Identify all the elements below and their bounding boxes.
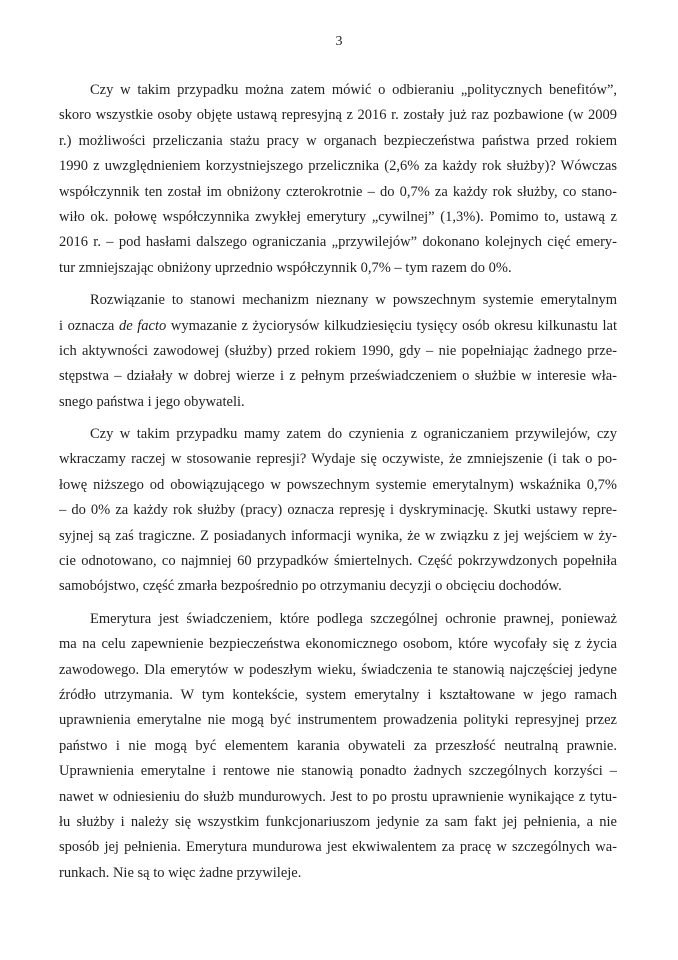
- text-line: [59, 78, 617, 103]
- text-segment: stępstwa – działały w dobrej wierze i z pełnym przeświadczeniem o służbie w interesie wła-: [59, 368, 617, 385]
- text-segment: cie odnotowano, co najmniej 60 przypadków śmiertelnych. Część pokrzywdzonych popełniła: [59, 553, 617, 570]
- text-segment: łu służby i należy się wszystkim funkcjonariuszom jedynie za sam fakt jej pełnienia, a nie: [59, 813, 617, 830]
- text-segment: i oznacza: [59, 317, 119, 334]
- text-segment: zawodowego. Dla emerytów w podeszłym wieku, świadczenia te stanowią najczęściej jedyne: [59, 661, 617, 678]
- text-segment: współczynnik ten został im obniżony czterokrotnie – do 0,7% za każdy rok służby, co stano-: [59, 183, 617, 200]
- text-line: [59, 524, 617, 549]
- text-segment: Czy w takim przypadku można zatem mówić o odbieraniu „politycznych benefitów”,: [90, 82, 617, 98]
- text-segment: sposób jej pełnienia. Emerytura mundurowa jest ekwiwalentem za pracę w szczególnych wa-: [59, 839, 617, 856]
- text-segment: wiło ok. połowę współczynnika zwykłej emerytury „cywilnej” (1,3%). Pomimo to, ustawą z: [59, 208, 617, 225]
- text-line: [59, 861, 617, 886]
- text-line: [59, 658, 617, 683]
- text-segment: r.) możliwości przeliczania stażu pracy w organach bezpieczeństwa państwa przed rokiem: [59, 132, 617, 149]
- text-line: [59, 447, 617, 472]
- text-segment: uprawnienia emerytalne nie mogą być instrumentem prowadzenia polityki represyjnej przez: [59, 712, 617, 729]
- text-segment: 2016 r. – pod hasłami dalszego ograniczania „przywilejów” dokonano kolejnych cięć emery-: [59, 234, 617, 251]
- text-line: [59, 607, 617, 632]
- text-segment: Emerytura jest świadczeniem, które podlega szczególnej ochronie prawnej, ponieważ: [90, 610, 617, 627]
- paragraph: [59, 288, 617, 415]
- text-line: [59, 205, 617, 230]
- text-line: [59, 154, 617, 179]
- text-segment: wymazanie z życiorysów kilkudziesięciu tysięcy osób okresu kilkunastu lat: [166, 317, 617, 334]
- text-segment: – do 0% za każdy rok służby (pracy) oznacza represję i dyskryminację. Skutki ustawy repre-: [59, 502, 617, 519]
- paragraph: [59, 78, 617, 281]
- document-body: [59, 78, 617, 893]
- text-segment: Czy w takim przypadku mamy zatem do czynienia z ograniczaniem przywilejów, czy: [90, 426, 617, 443]
- paragraph: [59, 422, 617, 600]
- text-segment: źródło utrzymania. W tym kontekście, system emerytalny i kształtowane w jego ramach: [59, 686, 617, 703]
- text-line: [59, 129, 617, 154]
- text-segment: Rozwiązanie to stanowi mechanizm nieznany w powszechnym systemie emerytalnym: [90, 292, 617, 309]
- text-segment: snego państwa i jego obywateli.: [59, 393, 245, 410]
- text-line: [59, 390, 617, 415]
- text-segment: Uprawnienia emerytalne i rentowe nie stanowią ponadto żadnych szczególnych korzyści –: [59, 763, 617, 780]
- text-segment: runkach. Nie są to więc żadne przywileje.: [59, 864, 302, 881]
- text-line: [59, 549, 617, 574]
- text-line: [59, 314, 617, 339]
- text-segment: łowę niższego od obowiązującego w powszechnym systemie emerytalnym) wskaźnika 0,7%: [59, 476, 617, 493]
- page-number: 3: [335, 34, 343, 49]
- text-line: [59, 180, 617, 205]
- text-line: [59, 632, 617, 657]
- text-line: [59, 810, 617, 835]
- text-line: [59, 288, 617, 313]
- text-line: [59, 103, 617, 128]
- text-segment: ma na celu zapewnienie bezpieczeństwa ekonomicznego osobom, które wycofały się z życia: [59, 636, 617, 653]
- text-line: [59, 498, 617, 523]
- text-line: [59, 364, 617, 389]
- text-segment: nawet w odniesieniu do służb mundurowych. Jest to po prostu uprawnienie wynikające z tytu-: [59, 788, 617, 805]
- text-line: [59, 256, 617, 281]
- text-line: [59, 708, 617, 733]
- text-segment: syjnej są zaś tragiczne. Z posiadanych informacji wynika, że w związku z jej wejściem w ży-: [59, 527, 617, 544]
- text-segment: samobójstwo, część zmarła bezpośrednio po otrzymaniu decyzji o obcięciu dochodów.: [59, 578, 562, 595]
- italic-text: de facto: [118, 317, 167, 334]
- text-line: [59, 339, 617, 364]
- text-segment: skoro wszystkie osoby objęte ustawą represyjną z 2016 r. zostały już raz pozbawione (w 2009: [59, 107, 617, 124]
- paragraph: [59, 607, 617, 886]
- text-line: [59, 473, 617, 498]
- text-line: [59, 835, 617, 860]
- text-segment: ich aktywności zawodowej (służby) przed rokiem 1990, gdy – nie popełniając żadnego prze-: [59, 342, 617, 359]
- text-line: [59, 683, 617, 708]
- text-line: [59, 422, 617, 447]
- text-segment: państwo i nie mogą być elementem karania obywateli za przeszłość neutralną prawnie.: [59, 737, 617, 754]
- text-line: [59, 785, 617, 810]
- text-segment: 1990 z uwzględnieniem korzystniejszego przelicznika (2,6% za każdy rok służby)? Wówczas: [59, 158, 617, 175]
- text-line: [59, 574, 617, 599]
- text-line: [59, 230, 617, 255]
- text-segment: wkraczamy raczej w stosowanie represji? Wydaje się oczywiste, że zmniejszenie (i tak o po-: [59, 451, 617, 468]
- text-segment: tur zmniejszając obniżony uprzednio współczynnik 0,7% – tym razem do 0%.: [59, 259, 512, 276]
- text-line: [59, 734, 617, 759]
- text-line: [59, 759, 617, 784]
